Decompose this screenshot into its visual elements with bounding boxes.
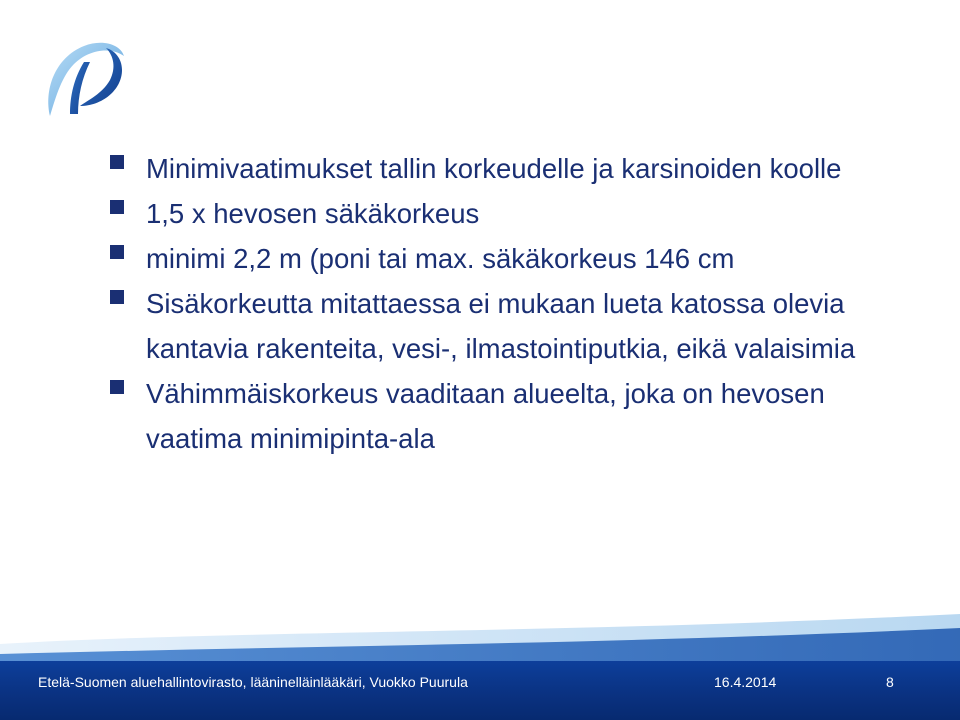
avi-logo-icon: [40, 36, 126, 118]
footer-organization: Etelä-Suomen aluehallintovirasto, lääninelläinlääkäri, Vuokko Puurula: [38, 674, 468, 690]
bullet-text: Vähimmäiskorkeus vaaditaan alueelta, joka on hevosen vaatima minimipinta-ala: [146, 378, 825, 454]
bullet-item: [106, 146, 926, 191]
bullet-list: [106, 146, 926, 461]
bullet-text: 1,5 x hevosen säkäkorkeus: [146, 198, 480, 229]
square-bullet-icon: [110, 245, 124, 259]
bullet-item: [106, 236, 926, 281]
bullet-item: [106, 371, 926, 461]
bullet-text: minimi 2,2 m (poni tai max. säkäkorkeus 146 cm: [146, 243, 735, 274]
square-bullet-icon: [110, 380, 124, 394]
bullet-text: Sisäkorkeutta mitattaessa ei mukaan lueta katossa olevia kantavia rakenteita, vesi-, ilmastointiputkia, eikä valaisimia: [146, 288, 856, 364]
footer-date: 16.4.2014: [714, 674, 777, 690]
bullet-item: [106, 191, 926, 236]
square-bullet-icon: [110, 290, 124, 304]
square-bullet-icon: [110, 200, 124, 214]
bullet-item: [106, 281, 926, 371]
page-number: 8: [886, 674, 894, 690]
square-bullet-icon: [110, 155, 124, 169]
bullet-text: Minimivaatimukset tallin korkeudelle ja karsinoiden koolle: [146, 153, 842, 184]
